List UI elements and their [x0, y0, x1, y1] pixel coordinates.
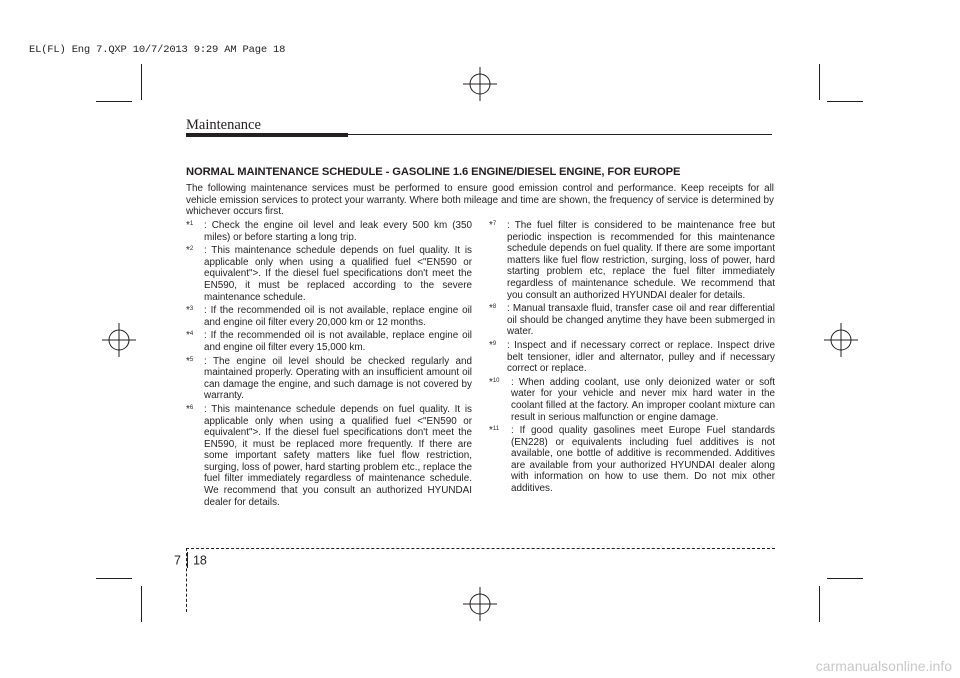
footnote-text: : Inspect and if necessary correct or replace. Inspect drive belt tensioner, idler and alternator, pulley and if necessary correct or replace. [507, 339, 775, 375]
trim-mark-top-left-v [141, 64, 142, 100]
notes-right-column [489, 220, 775, 497]
printer-slug: EL(FL) Eng 7.QXP 10/7/2013 9:29 AM Page 18 [29, 44, 286, 56]
registration-mark-bottom-icon [463, 587, 497, 621]
schedule-heading: NORMAL MAINTENANCE SCHEDULE - GASOLINE 1.6 ENGINE/DIESEL ENGINE, FOR EUROPE [186, 166, 681, 178]
footer-dashed-rule [186, 548, 775, 549]
footnote-text: : This maintenance schedule depends on fuel quality. It is applicable only when using a qualified fuel <"EN590 or equivalent">. If the diesel fuel specifications don't meet the EN590, it must be replaced more frequently. If there are some important safety matters like fuel flow restriction, surging, loss of power, hard starting problem etc., replace the fuel filter immediately regardless of maintenance schedule. We recommend that you consult an authorized HYUNDAI dealer for details. [204, 403, 472, 508]
header-rule-thin [348, 134, 772, 135]
trim-mark-bottom-left-h [96, 578, 132, 579]
trim-mark-bottom-right-v [819, 586, 820, 622]
footnote-3 [186, 305, 472, 328]
footnote-marker: *$^{10}$ [489, 376, 500, 388]
trim-mark-top-right-v [819, 64, 820, 100]
footnote-text: : When adding coolant, use only deionized water or soft water for your vehicle and never mix hard water in the coolant filled at the factory. An improper coolant mixture can result in serious malfunction or engine damage. [511, 376, 775, 423]
footnote-text: : Manual transaxle fluid, transfer case oil and rear differential oil should be changed anytime they have been submerged in water. [507, 303, 775, 338]
footnote-marker: *$^5$ [186, 355, 194, 367]
trim-mark-bottom-right-h [827, 578, 863, 579]
chapter-number: 7 [174, 553, 181, 568]
footnote-marker: *$^6$ [186, 403, 194, 415]
footnote-text: : The engine oil level should be checked regularly and maintained properly. Operating with an insufficient amount oil can damage the engine, and such damage is not covered by warranty. [204, 355, 472, 402]
footnote-7 [489, 220, 775, 301]
watermark: carmanualsonline.info [815, 658, 952, 674]
footnote-marker: *$^3$ [186, 305, 194, 317]
footnote-marker: *$^8$ [489, 303, 497, 315]
trim-mark-bottom-left-v [141, 586, 142, 622]
footnote-text: : If the recommended oil is not available, replace engine oil and engine oil filter every 15,000 km. [204, 330, 472, 353]
footnote-text: : If good quality gasolines meet Europe Fuel standards (EN228) or equivalents including fuel additives is not available, one bottle of additive is recommended. Additives are available from your authorized HYUNDAI dealer along with information on how to use them. Do not mix other additives. [511, 425, 775, 495]
intro-paragraph: The following maintenance services must be performed to ensure good emission control and performance. Keep receipts for all vehicle emission services to protect your warranty. Where both mileage and time are shown, the frequency of service is determined by whichever occurs first. [186, 183, 774, 218]
page-number-value: 18 [192, 553, 207, 568]
registration-mark-left-icon [102, 323, 136, 357]
footnote-text: : The fuel filter is considered to be maintenance free but periodic inspection is recommended for this maintenance schedule depends on fuel quality. If there are some important matters like fuel flow restriction, surging, loss of power, hard starting problem etc, replace the fuel filter immediately regardless of maintenance schedule. We recommend that you consult an authorized HYUNDAI dealer for details. [507, 220, 775, 301]
footnote-4 [186, 330, 472, 353]
trim-mark-top-right-h [827, 101, 863, 102]
footnote-marker: *$^4$ [186, 330, 194, 342]
page-number [174, 553, 207, 569]
footnote-text: : Check the engine oil level and leak every 500 km (350 miles) or before starting a long trip. [204, 220, 472, 243]
page-number-separator [187, 552, 188, 568]
footnote-11 [489, 425, 775, 495]
footnote-6 [186, 404, 472, 508]
footnote-10 [489, 377, 775, 423]
footnote-2 [186, 245, 472, 303]
registration-mark-top-icon [463, 67, 497, 101]
notes-left-column [186, 220, 472, 510]
registration-mark-right-icon [824, 323, 858, 357]
footnote-9 [489, 340, 775, 375]
footnote-8 [489, 303, 775, 338]
header-rule-thick [186, 133, 348, 137]
footnote-marker: *$^1$ [186, 220, 194, 231]
footnote-marker: *$^{11}$ [489, 425, 500, 437]
footnote-marker: *$^9$ [489, 339, 497, 351]
footnote-marker: *$^7$ [489, 220, 497, 231]
footnote-marker: *$^2$ [186, 245, 194, 257]
footnote-text: : If the recommended oil is not available, replace engine oil and engine oil filter every 20,000 km or 12 months. [204, 305, 472, 328]
section-label: Maintenance [186, 117, 261, 133]
footnote-1 [186, 220, 472, 243]
footnote-5 [186, 356, 472, 402]
trim-mark-top-left-h [96, 101, 132, 102]
footnote-text: : This maintenance schedule depends on fuel quality. It is applicable only when using a qualified fuel <"EN590 or equivalent">. If the diesel fuel specifications don't meet the EN590, it must be replaced according to the severe maintenance schedule. [204, 245, 472, 303]
